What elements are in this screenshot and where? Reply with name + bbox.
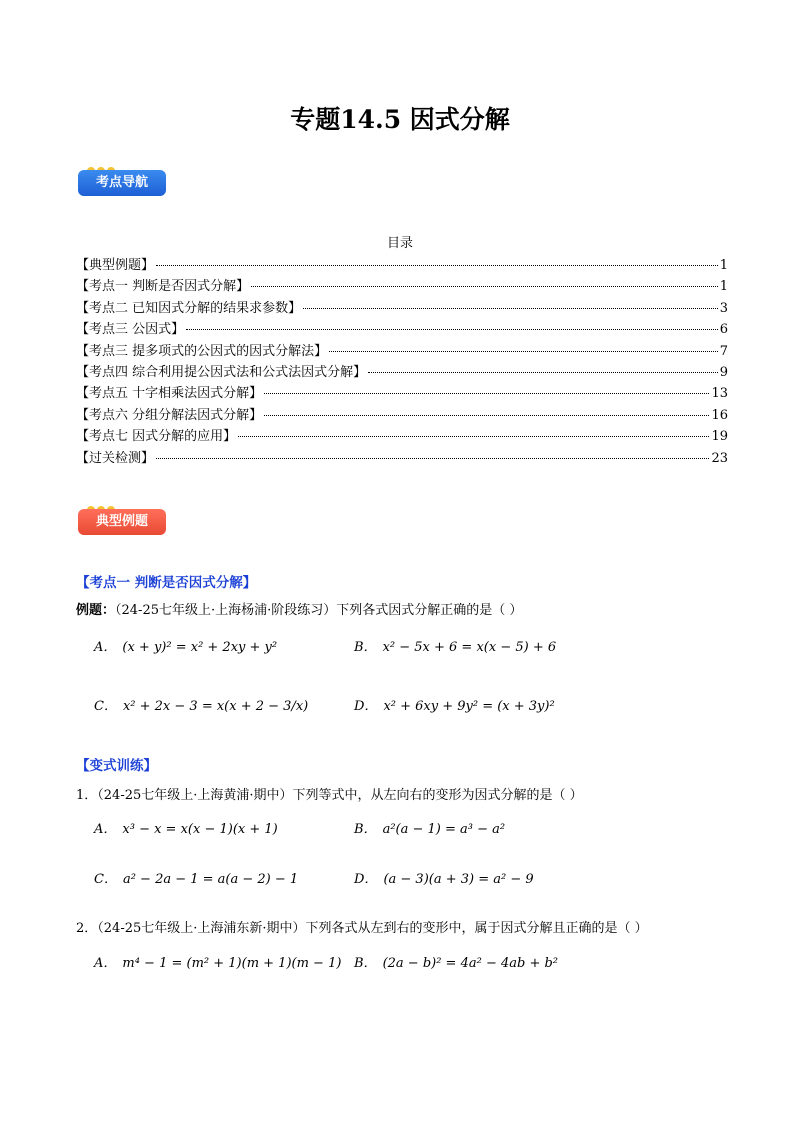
toc-entry[interactable] bbox=[76, 361, 728, 382]
toc-leader bbox=[251, 286, 718, 287]
toc-leader bbox=[329, 351, 718, 352]
toc-leader bbox=[186, 329, 718, 330]
toc-leader bbox=[368, 372, 718, 373]
toc-entry-label: 【考点七 因式分解的应用】 bbox=[76, 429, 237, 445]
toc-entry[interactable] bbox=[76, 382, 728, 403]
toc-entry[interactable] bbox=[76, 254, 728, 275]
toc-entry-page: 23 bbox=[711, 450, 728, 466]
toc-entry[interactable] bbox=[76, 297, 728, 318]
section-heading-1: 【考点一 判断是否因式分解】 bbox=[76, 575, 257, 591]
q2-option-b[interactable]: B． (2a − b)² = 4a² − 4ab + b² bbox=[354, 956, 558, 971]
toc-entry-label: 【考点二 已知因式分解的结果求参数】 bbox=[76, 300, 302, 316]
toc-entry-page: 16 bbox=[711, 407, 728, 423]
toc-entry-label: 【考点三 公因式】 bbox=[76, 322, 185, 338]
toc-entry[interactable] bbox=[76, 340, 728, 361]
example-text: （24-25七年级上·上海杨浦·阶段练习）下列各式因式分解正确的是（ ） bbox=[115, 603, 523, 618]
toc-entry[interactable] bbox=[76, 275, 728, 296]
toc-heading: 目录 bbox=[386, 236, 413, 251]
nav-badge: 考点导航 bbox=[78, 170, 166, 196]
toc-entry-label: 【典型例题】 bbox=[76, 258, 155, 273]
toc-entry-page: 9 bbox=[719, 364, 728, 380]
toc-entry[interactable] bbox=[76, 404, 728, 425]
toc-entry-page: 3 bbox=[719, 300, 728, 316]
option-expr: (2a − b)² = 4a² − 4ab + b² bbox=[382, 956, 558, 971]
option-c[interactable]: C． x² + 2x − 3 = x(x + 2 − 3/x) bbox=[94, 699, 309, 714]
toc-entry-label: 【考点三 提多项式的公因式的因式分解法】 bbox=[76, 343, 328, 359]
page-title: 专题14.5 因式分解 bbox=[290, 105, 510, 134]
toc-entry-page: 13 bbox=[711, 386, 728, 402]
toc-leader bbox=[156, 458, 709, 459]
option-expr: x² + 2x − 3 = x(x + 2 − 3/x) bbox=[122, 699, 309, 714]
toc-entry-page: 1 bbox=[719, 279, 728, 295]
toc-leader bbox=[264, 415, 709, 416]
toc-entry-page: 6 bbox=[719, 322, 728, 338]
option-expr: (a − 3)(a + 3) = a² − 9 bbox=[383, 872, 534, 887]
option-expr: x² + 6xy + 9y² = (x + 3y)² bbox=[383, 699, 555, 714]
q1-option-c[interactable]: C． a² − 2a − 1 = a(a − 2) − 1 bbox=[94, 872, 299, 887]
example-label: 例题： bbox=[76, 603, 116, 618]
toc-entry[interactable] bbox=[76, 318, 728, 339]
option-expr: a²(a − 1) = a³ − a² bbox=[382, 822, 506, 837]
option-a[interactable]: A． (x + y)² = x² + 2xy + y² bbox=[94, 640, 278, 655]
example-question bbox=[76, 599, 522, 618]
q1-option-d[interactable]: D． (a − 3)(a + 3) = a² − 9 bbox=[354, 872, 534, 887]
option-b[interactable]: B． x² − 5x + 6 = x(x − 5) + 6 bbox=[354, 640, 557, 655]
question-2: 2．（24-25七年级上·上海浦东新·期中）下列各式从左到右的变形中，属于因式分解且正确的是（ ） bbox=[76, 921, 648, 936]
question-1: 1．（24-25七年级上·上海黄浦·期中）下列等式中，从左向右的变形为因式分解的是（ ） bbox=[76, 788, 583, 803]
option-d[interactable]: D． x² + 6xy + 9y² = (x + 3y)² bbox=[354, 699, 555, 714]
toc-leader bbox=[303, 308, 718, 309]
q1-option-a[interactable]: A． x³ − x = x(x − 1)(x + 1) bbox=[94, 822, 278, 837]
toc-entry-page: 19 bbox=[711, 429, 728, 445]
example-badge: 典型例题 bbox=[78, 509, 166, 535]
toc-entry-label: 【考点四 综合利用提公因式法和公式法因式分解】 bbox=[76, 364, 367, 380]
option-expr: x² − 5x + 6 = x(x − 5) + 6 bbox=[382, 640, 557, 655]
section-heading-2: 【变式训练】 bbox=[76, 758, 157, 774]
toc-leader bbox=[264, 393, 709, 394]
toc-entry[interactable] bbox=[76, 447, 728, 468]
toc-entry[interactable] bbox=[76, 425, 728, 446]
q2-option-a[interactable]: A． m⁴ − 1 = (m² + 1)(m + 1)(m − 1) bbox=[94, 956, 342, 971]
option-expr: x³ − x = x(x − 1)(x + 1) bbox=[122, 822, 278, 837]
toc-entry-label: 【考点一 判断是否因式分解】 bbox=[76, 279, 250, 295]
toc-leader bbox=[156, 265, 718, 266]
toc-entry-label: 【考点六 分组分解法因式分解】 bbox=[76, 407, 263, 423]
toc-entry-page: 1 bbox=[719, 258, 728, 273]
toc-leader bbox=[238, 436, 709, 437]
option-expr: a² − 2a − 1 = a(a − 2) − 1 bbox=[122, 872, 299, 887]
toc-entry-page: 7 bbox=[719, 343, 728, 359]
table-of-contents bbox=[76, 254, 728, 468]
option-expr: (x + y)² = x² + 2xy + y² bbox=[122, 640, 278, 655]
toc-entry-label: 【过关检测】 bbox=[76, 450, 155, 466]
q1-option-b[interactable]: B． a²(a − 1) = a³ − a² bbox=[354, 822, 506, 837]
toc-entry-label: 【考点五 十字相乘法因式分解】 bbox=[76, 386, 263, 402]
option-expr: m⁴ − 1 = (m² + 1)(m + 1)(m − 1) bbox=[122, 956, 342, 971]
